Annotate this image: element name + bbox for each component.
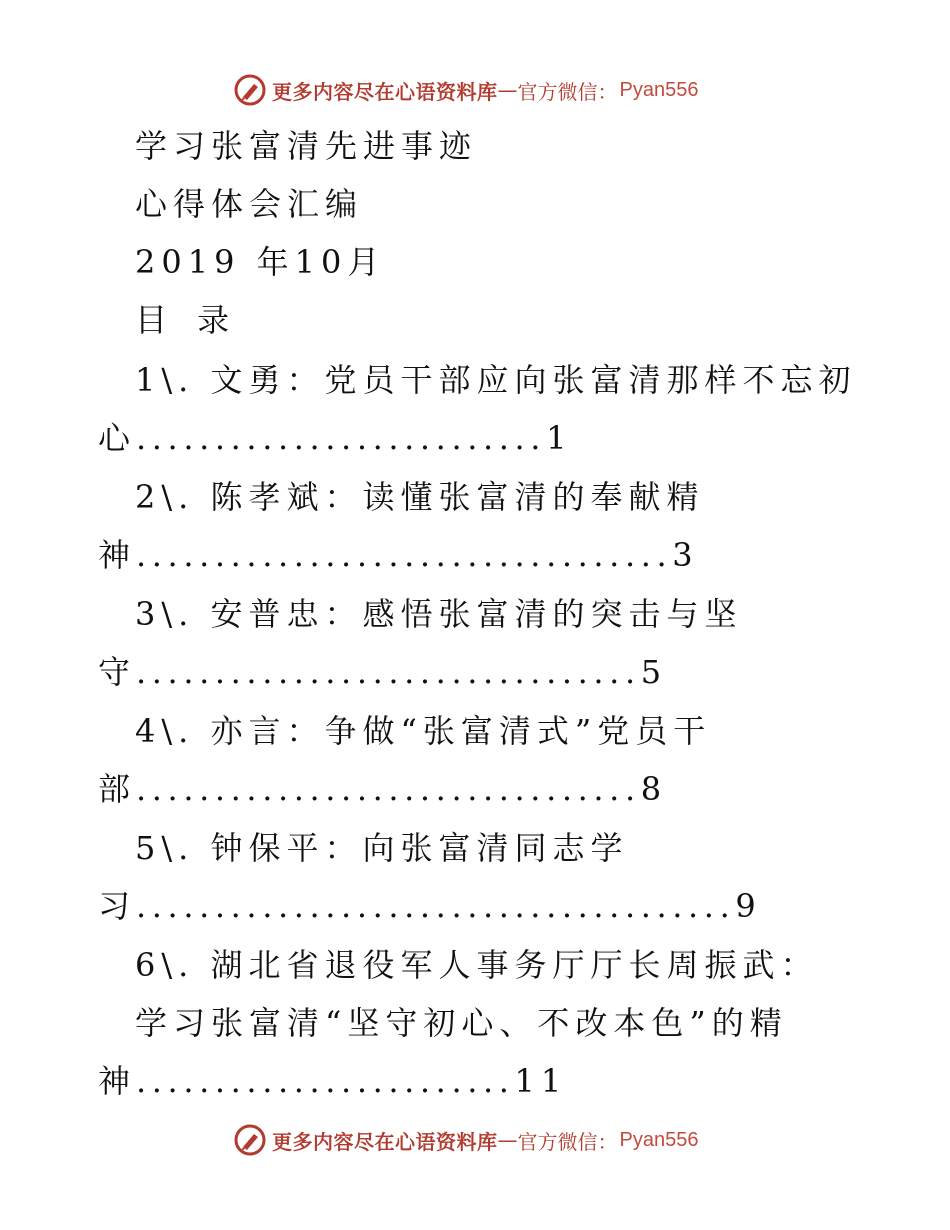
toc-entry-1-leader-row[interactable] [98,418,572,458]
toc-entry-5-title[interactable]: 5\. 钟保平：向张富清同志学 [135,829,629,867]
banner-wechat-label: 官方微信： [517,1129,618,1154]
toc-entry-2-leader: .................................. [136,536,673,574]
date-line: 2019 年10月 [135,243,386,281]
toc-entry-3-leader-row[interactable] [98,652,667,692]
toc-entry-2-leader-row[interactable] [98,535,699,575]
title-line-2: 心得体会汇编 [135,185,364,223]
banner-wechat-id: Pyan556 [619,1128,699,1151]
banner-wechat-id: Pyan556 [619,78,699,101]
banner-brand: 更多内容尽在心语资料库 [272,79,498,104]
toc-entry-4-tail: 部 [98,770,137,808]
toc-entry-6-title-line-2[interactable]: 学习张富清“坚守初心、不改本色”的精 [135,1004,788,1042]
toc-entry-5-page: 9 [735,887,762,925]
footer-banner [234,1122,698,1158]
toc-entry-3-tail: 守 [98,653,137,691]
toc-entry-6-title[interactable]: 6\. 湖北省退役军人事务厅厅长周振武： [135,946,819,984]
toc-entry-3-leader: ................................ [136,653,641,691]
toc-entry-5-tail: 习 [98,887,137,925]
toc-entry-4-title[interactable]: 4\. 亦言：争做“张富清式”党员干 [135,712,712,750]
toc-entry-6-page: 11 [514,1062,568,1100]
toc-entry-1-tail: 心 [98,419,137,457]
pen-logo-icon [234,74,266,106]
toc-entry-4-page: 8 [640,770,668,808]
banner-separator: — [497,1128,518,1152]
toc-entry-3-title[interactable]: 3\. 安普忠：感悟张富清的突击与坚 [135,595,743,633]
toc-entry-6-tail: 神 [98,1062,137,1100]
toc-entry-4-leader: ................................ [136,770,641,808]
header-banner [234,72,698,108]
toc-entry-1-page: 1 [546,419,573,457]
toc-entry-5-leader-row[interactable] [98,886,762,926]
toc-entry-1-title[interactable]: 1\. 文勇：党员干部应向张富清那样不忘初 [135,361,857,399]
toc-entry-5-leader: ...................................... [136,887,736,925]
toc-entry-6-leader-row[interactable] [98,1061,567,1101]
banner-separator: — [497,78,518,102]
toc-heading: 目 录 [135,301,240,339]
banner-wechat-label: 官方微信： [517,79,618,104]
pen-logo-icon [234,1124,266,1156]
toc-entry-1-leader: .......................... [136,419,547,457]
toc-entry-3-page: 5 [640,653,668,691]
toc-entry-2-page: 3 [672,536,699,574]
toc-entry-4-leader-row[interactable] [98,769,667,809]
toc-entry-2-tail: 神 [98,536,137,574]
toc-entry-2-title[interactable]: 2\. 陈孝斌：读懂张富清的奉献精 [135,478,705,516]
toc-entry-6-leader: ........................ [136,1062,515,1100]
title-line-1: 学习张富清先进事迹 [135,127,478,165]
banner-brand: 更多内容尽在心语资料库 [272,1129,498,1154]
